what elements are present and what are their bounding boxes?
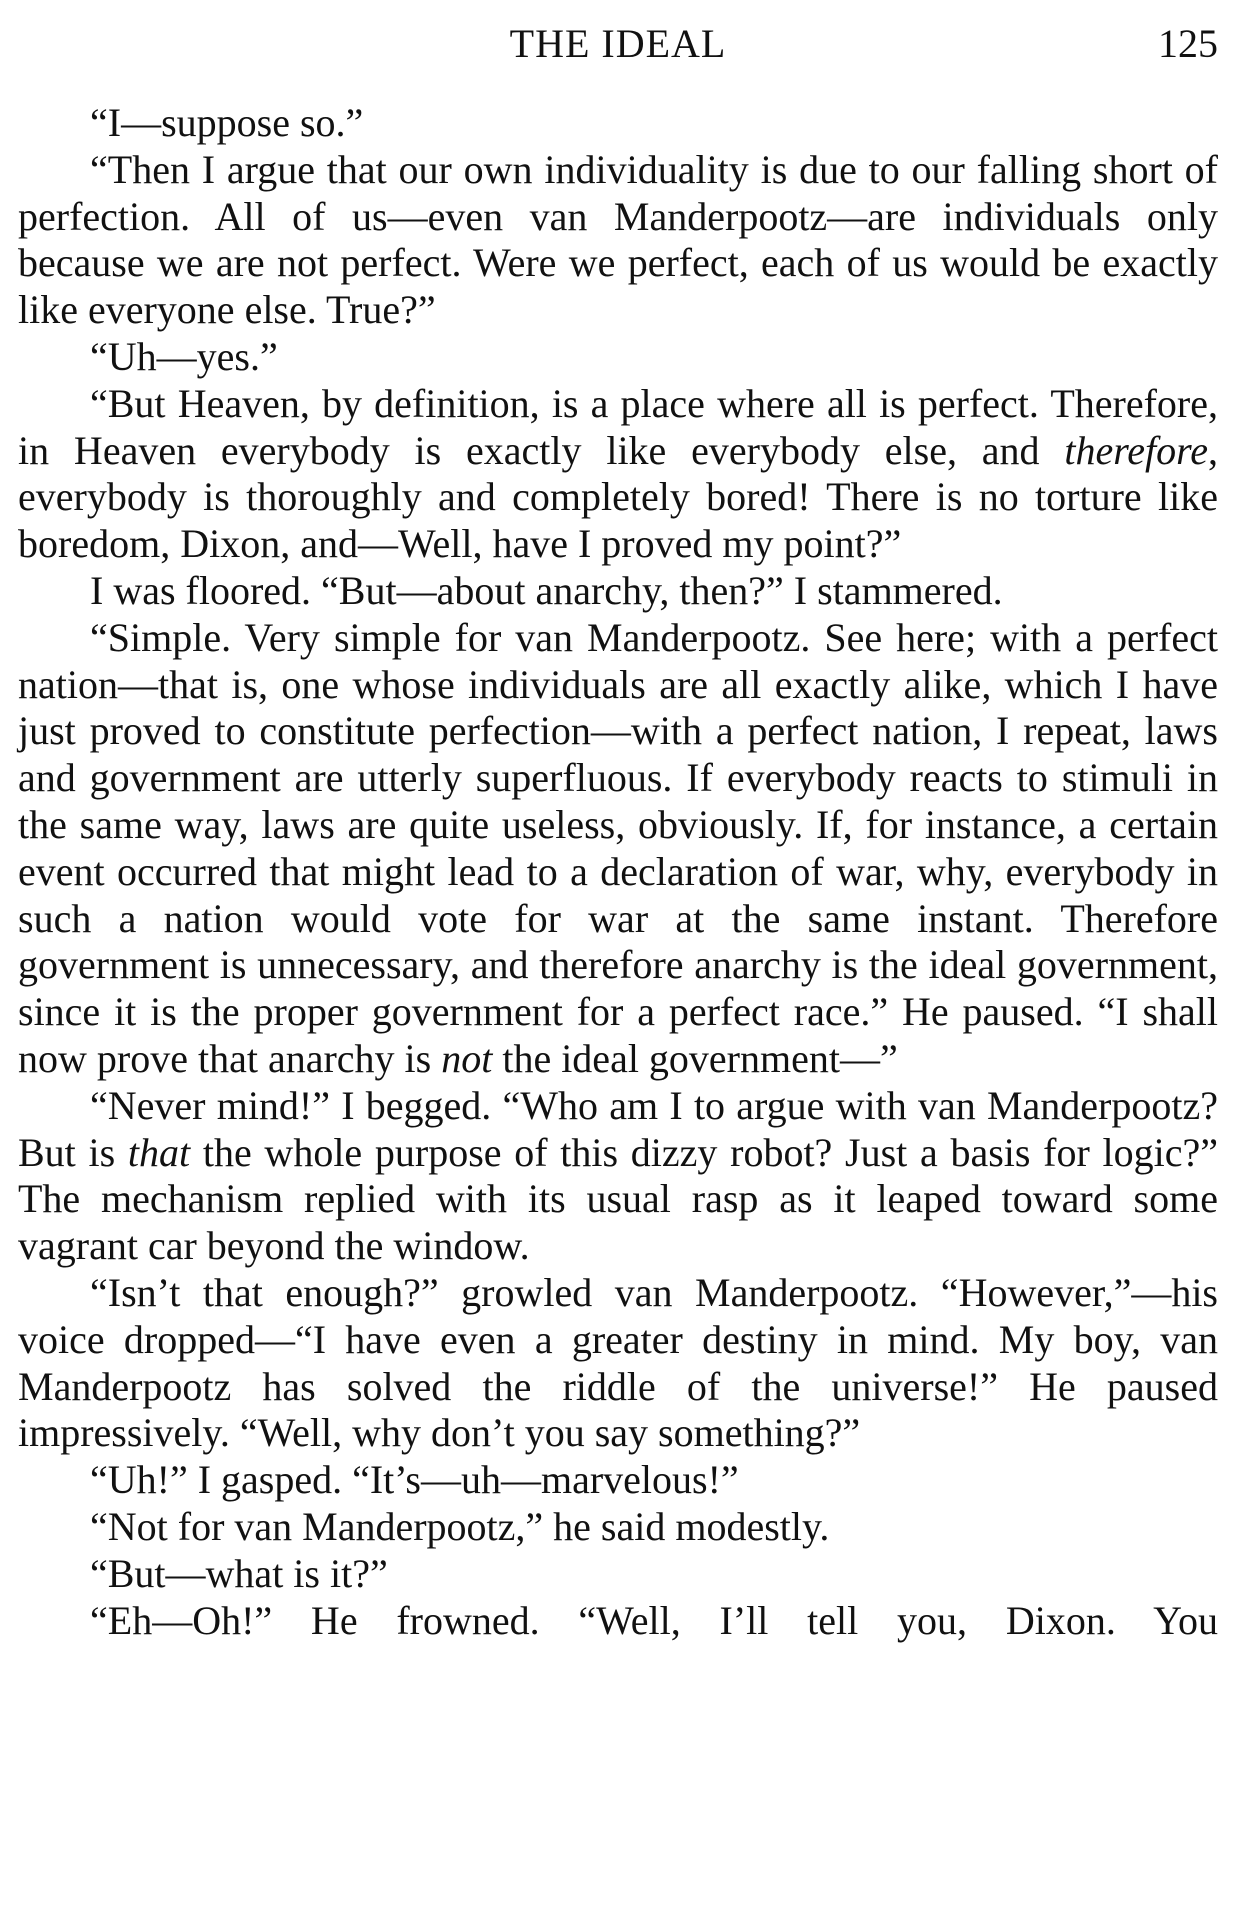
italic-text: that: [127, 1129, 191, 1175]
paragraph: [18, 147, 1218, 334]
text-run: I was floored. “But—about anarchy, then?” I stammered.: [90, 567, 1003, 613]
text-run: “Not for van Manderpootz,” he said modestly.: [90, 1503, 830, 1549]
text-run: “Isn’t that enough?” growled van Manderpootz. “However,”—his voice dropped—“I have even a greater destiny in mind. My boy, van Manderpootz has solved the riddle of the universe!” He paused impressively. “Well, why don’t you say something?”: [18, 1269, 1218, 1456]
text-run: , everybody is thoroughly and completely bored! There is no torture like boredom, Dixon, and—Well, have I proved my point?”: [18, 427, 1218, 567]
body-text: [18, 100, 1218, 1644]
text-run: “Simple. Very simple for van Manderpootz. See here; with a perfect nation—that is, one whose individuals are all exactly alike, which I have just proved to constitute perfection—with a perfect nation, I repeat, laws and government are utterly superfluous. If everybody reacts to stimuli in the same way, laws are quite useless, obviously. If, for instance, a certain event occurred that might lead to a declaration of war, why, everybody in such a nation would vote for war at the same instant. Therefore government is unnecessary, and therefore anarchy is the ideal government, since it is the proper government for a perfect race.” He paused. “I shall now prove that anarchy is: [18, 614, 1218, 1081]
paragraph: [18, 1504, 1218, 1551]
text-run: the whole purpose of this dizzy robot? Just a basis for logic?” The mechanism replied with its usual rasp as it leaped toward some vagrant car beyond the window.: [18, 1129, 1218, 1269]
text-run: “But—what is it?”: [90, 1550, 388, 1596]
text-run: “But Heaven, by definition, is a place where all is perfect. Therefore, in Heaven everybody is exactly like everybody else, and: [18, 380, 1218, 473]
paragraph: [18, 1598, 1218, 1645]
paragraph: [18, 1551, 1218, 1598]
text-run: “Never mind!” I begged. “Who am I to argue with van Manderpootz? But is: [18, 1082, 1218, 1175]
italic-text: therefore: [1064, 427, 1208, 473]
text-run: “Uh!” I gasped. “It’s—uh—marvelous!”: [90, 1457, 739, 1503]
text-run: the ideal government—”: [492, 1035, 898, 1081]
paragraph: [18, 615, 1218, 1083]
paragraph: [18, 1457, 1218, 1504]
paragraph: [18, 1083, 1218, 1270]
running-head: [18, 14, 1218, 74]
text-run: “Eh—Oh!” He frowned. “Well, I’ll tell you, Dixon. You: [90, 1597, 1218, 1643]
italic-text: not: [441, 1035, 493, 1081]
text-run: “Uh—yes.”: [90, 333, 278, 379]
running-title: THE IDEAL: [509, 21, 727, 66]
paragraph: [18, 381, 1218, 568]
book-page: [18, 0, 1218, 1922]
text-run: “Then I argue that our own individuality is due to our falling short of perfection. All of us—even van Manderpootz—are individuals only because we are not perfect. Were we perfect, each of us would be exactly like everyone else. True?”: [18, 146, 1218, 333]
paragraph: [18, 1270, 1218, 1457]
page-number: 125: [1158, 21, 1218, 66]
paragraph: [18, 100, 1218, 147]
paragraph: [18, 568, 1218, 615]
paragraph: [18, 334, 1218, 381]
text-run: “I—suppose so.”: [90, 100, 364, 145]
